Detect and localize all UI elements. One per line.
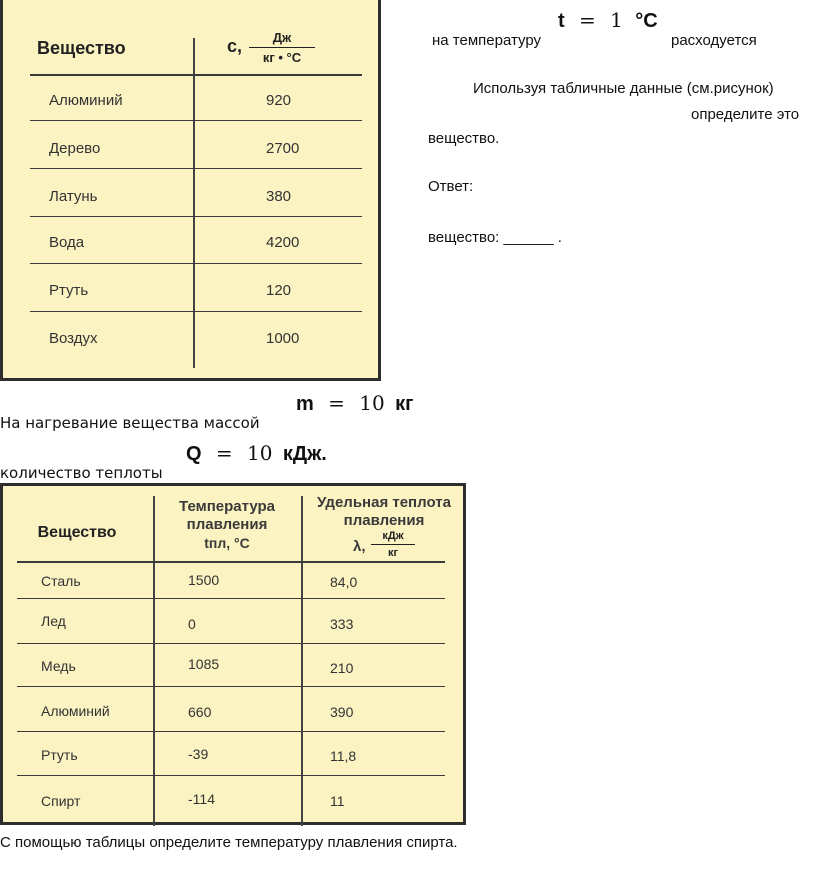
- table1-row-rule: [30, 263, 362, 264]
- table1-row-name: Вода: [49, 234, 85, 251]
- table1-row-rule: [30, 311, 362, 312]
- table2-unit-fraction: [371, 530, 415, 559]
- table2-row-temp: 1085: [188, 656, 220, 672]
- table2-row-heat: 210: [330, 660, 354, 676]
- problem1-text-before-t: на температуру: [432, 32, 542, 49]
- table2-row-temp: 0: [188, 616, 196, 632]
- table2-row-rule: [17, 686, 445, 687]
- table2-row-name: Ртуть: [41, 747, 78, 763]
- table2-row-temp: 660: [188, 704, 212, 720]
- mass-formula: [296, 391, 413, 416]
- table2-row-rule: [17, 731, 445, 732]
- table2-row-name: Спирт: [41, 793, 81, 809]
- table1-header-rule: [30, 74, 362, 76]
- answer-blank-line: вещество: ______ .: [428, 229, 562, 246]
- table1-header-substance: Вещество: [37, 38, 126, 58]
- formula-q-unit: кДж.: [282, 443, 327, 465]
- temperature-formula: [558, 8, 658, 33]
- problem1-instruction-line: определите это: [691, 106, 800, 123]
- formula-m-val: 10: [359, 391, 385, 415]
- table1-row-name: Алюминий: [49, 92, 123, 109]
- melting-table: [0, 483, 466, 825]
- table2-row-name: Медь: [41, 658, 76, 674]
- specific-heat-table: [0, 0, 381, 381]
- table2-row-rule: [17, 775, 445, 776]
- table2-header-substance: Вещество: [37, 524, 117, 541]
- table2-row-name: Лед: [41, 613, 66, 629]
- table2-row-rule: [17, 643, 445, 644]
- formula-t-var: t: [558, 10, 565, 32]
- table2-row-rule: [17, 598, 445, 599]
- table2-header-lambda: λ,: [353, 538, 366, 555]
- table2-row-heat: 333: [330, 616, 354, 632]
- table1-row-rule: [30, 120, 362, 121]
- table1-row-name: Воздух: [49, 330, 98, 347]
- table1-row-name: Ртуть: [49, 282, 89, 299]
- table2-header-heat-line: Удельная теплота: [317, 494, 451, 511]
- table2-row-name: Сталь: [41, 573, 81, 589]
- formula-t-val: 1: [610, 8, 623, 32]
- table2-row-temp: -114: [188, 791, 215, 807]
- table1-row-rule: [30, 216, 362, 217]
- formula-t-eq: =: [579, 8, 596, 32]
- table1-row-value: 2700: [266, 140, 300, 157]
- heat-formula: [186, 441, 327, 466]
- table1-unit-denominator: кг • °С: [262, 50, 302, 65]
- table1-row-value: 120: [266, 282, 292, 299]
- table1-row-name: Дерево: [49, 140, 101, 157]
- formula-m-unit: кг: [395, 393, 414, 415]
- table2-header-rule: [17, 561, 445, 563]
- formula-m-eq: =: [328, 391, 345, 415]
- table1-row-value: 1000: [266, 330, 300, 347]
- table2-row-heat: 84,0: [330, 574, 358, 590]
- formula-q-var: Q: [186, 443, 202, 465]
- table2-unit-numerator: кДж: [371, 530, 415, 545]
- table1-row-value: 4200: [266, 234, 300, 251]
- table2-row-temp: -39: [188, 746, 209, 762]
- formula-q-val: 10: [247, 441, 273, 465]
- table2-header-heat-line: плавления: [343, 512, 425, 529]
- table2-column-divider: [301, 496, 303, 826]
- table1-unit-numerator: Дж: [249, 30, 315, 48]
- table1-row-value: 920: [266, 92, 292, 109]
- table1-row-name: Латунь: [49, 188, 98, 205]
- table2-header-temp-line: Температура: [179, 498, 275, 515]
- problem1-text-after-t: расходуется: [671, 32, 757, 49]
- table2-header-temp: [155, 498, 299, 552]
- problem1-instruction-line: вещество.: [428, 130, 500, 147]
- table2-row-heat: 390: [330, 704, 354, 720]
- problem1-instruction-line: Используя табличные данные (см.рисунок): [473, 80, 774, 97]
- table2-unit-denominator: кг: [387, 547, 399, 559]
- table2-row-heat: 11: [330, 793, 345, 809]
- formula-m-var: m: [296, 393, 314, 415]
- table2-row-heat: 11,8: [330, 748, 357, 764]
- table1-header-c: с,: [227, 36, 243, 56]
- formula-q-eq: =: [215, 441, 233, 465]
- answer-label: Ответ:: [428, 178, 474, 195]
- mass-text: На нагревание вещества массой: [0, 414, 260, 432]
- table2-header-heat: [303, 494, 465, 530]
- table1-unit-fraction: [249, 30, 315, 65]
- table2-row-name: Алюминий: [41, 703, 110, 719]
- table2-row-temp: 1500: [188, 572, 220, 588]
- table2-header-temp-line: tпл, °С: [204, 535, 250, 551]
- problem2-question: С помощью таблицы определите температуру плавления спирта.: [0, 834, 458, 851]
- table2-header-temp-line: плавления: [186, 516, 268, 533]
- heat-text: количество теплоты: [0, 464, 163, 482]
- table1-row-value: 380: [266, 188, 292, 205]
- formula-t-unit: °C: [635, 10, 658, 32]
- table1-column-divider: [193, 38, 195, 368]
- table1-row-rule: [30, 168, 362, 169]
- table2-column-divider: [153, 496, 155, 826]
